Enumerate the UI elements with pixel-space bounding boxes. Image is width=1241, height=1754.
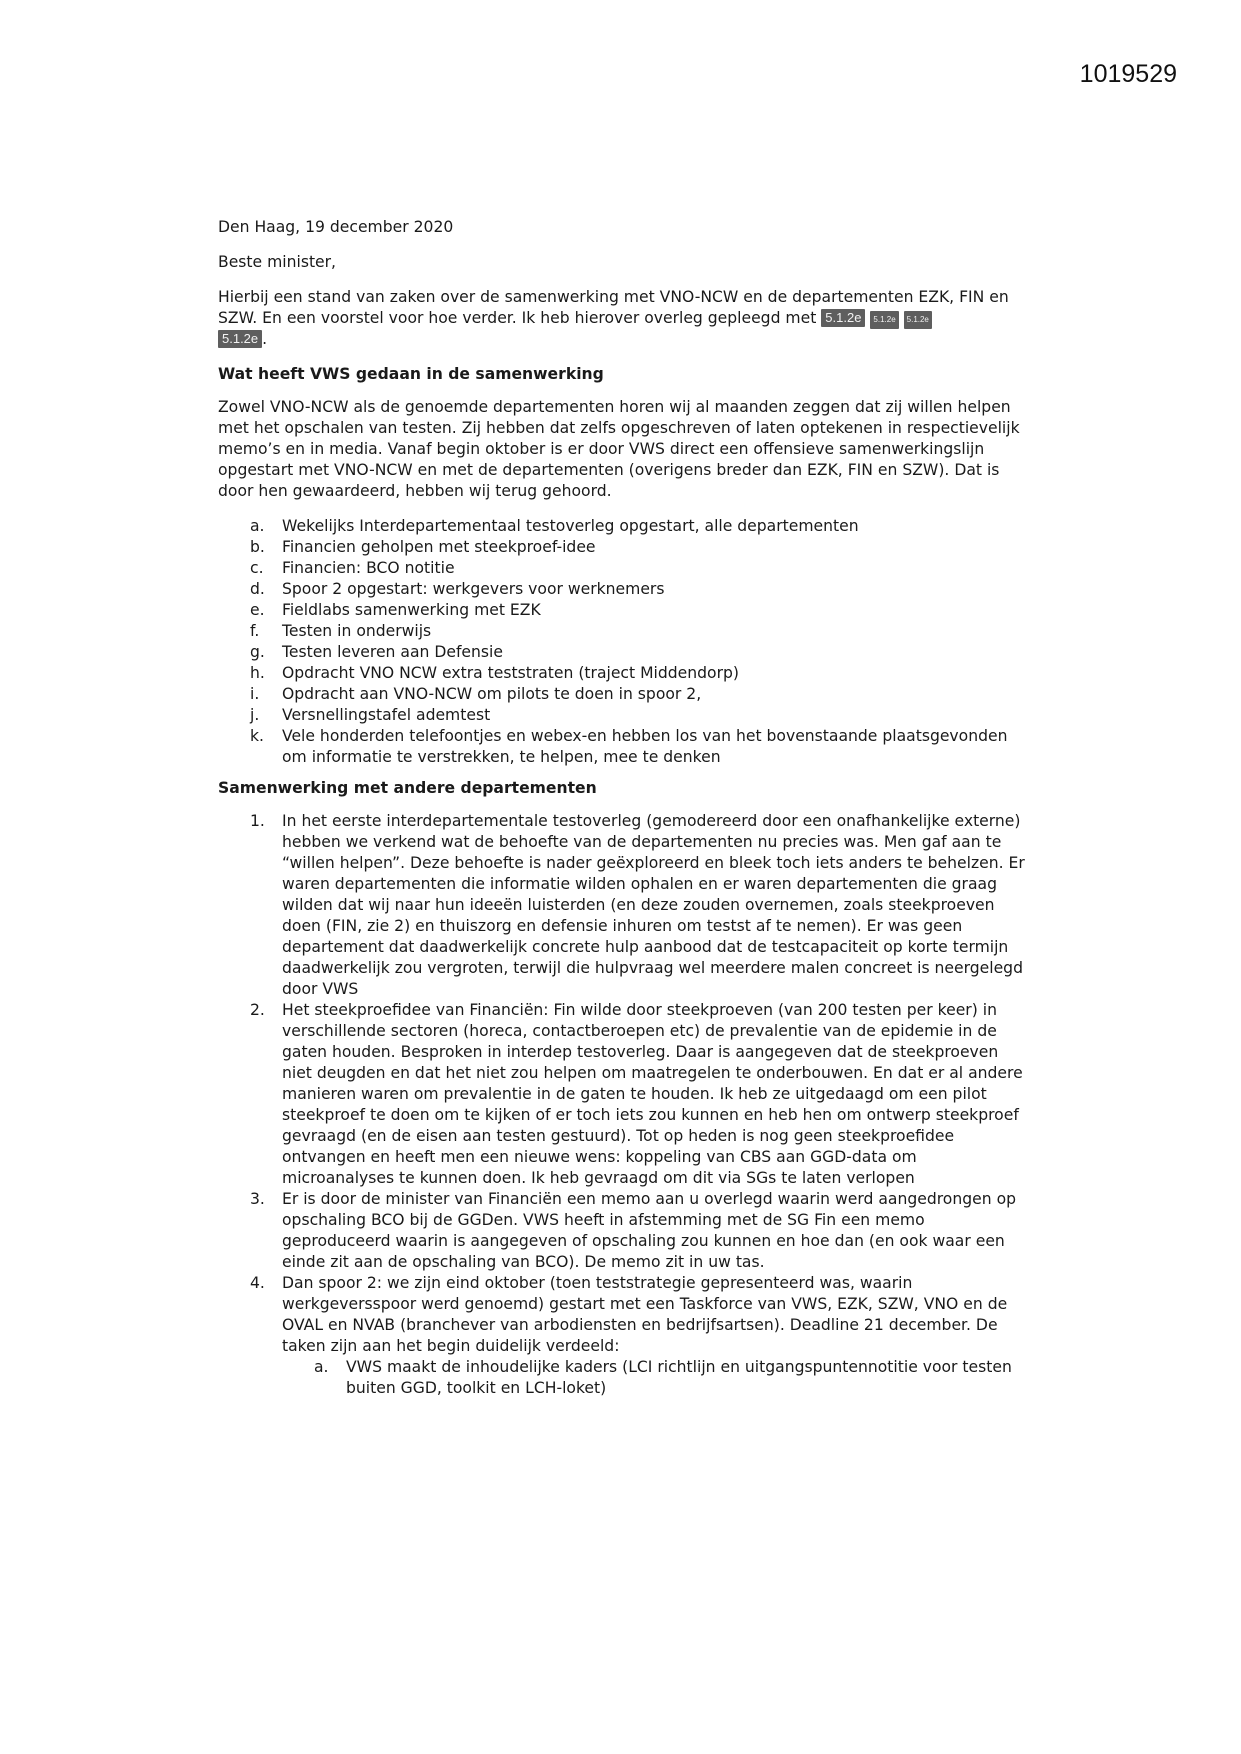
list-item-text: Fieldlabs samenwerking met EZK xyxy=(282,601,541,619)
list-item xyxy=(250,1189,1028,1273)
departments-list xyxy=(250,811,1028,1399)
list-item-text: Financien geholpen met steekproef-idee xyxy=(282,538,596,556)
list-marker: 3. xyxy=(250,1190,265,1208)
list-item-text: Opdracht VNO NCW extra teststraten (traject Middendorp) xyxy=(282,664,739,682)
list-item-text: Wekelijks Interdepartementaal testoverleg opgestart, alle departementen xyxy=(282,517,859,535)
section-heading-vws: Wat heeft VWS gedaan in de samenwerking xyxy=(218,365,604,383)
list-item-text: Spoor 2 opgestart: werkgevers voor werknemers xyxy=(282,580,665,598)
intro-paragraph xyxy=(218,287,1028,350)
list-item xyxy=(250,663,1028,684)
list-marker: c. xyxy=(250,559,264,577)
list-item xyxy=(250,537,1028,558)
redaction-mark: 5.1.2e xyxy=(821,309,865,327)
salutation: Beste minister, xyxy=(218,253,337,271)
list-item-text: Vele honderden telefoontjes en webex-en hebben los van het bovenstaande plaatsgevonden om informatie te verstrekken, te helpen, mee te denken xyxy=(282,727,1008,766)
list-marker: g. xyxy=(250,643,265,661)
list-marker: a. xyxy=(250,517,265,535)
spoor2-tasks-list xyxy=(314,1357,1028,1399)
list-marker: f. xyxy=(250,622,260,640)
list-item xyxy=(250,558,1028,579)
list-item xyxy=(250,600,1028,621)
list-item xyxy=(314,1357,1028,1399)
list-item xyxy=(250,684,1028,705)
list-marker: 4. xyxy=(250,1274,265,1292)
list-item-text: Er is door de minister van Financiën een memo aan u overlegd waarin werd aangedrongen op opschaling BCO bij de GGDen. VWS heeft in afstemming met de SG Fin een memo geproduceerd waarin is aangegeven of opschaling zou kunnen en hoe dan (en ook waar een einde zit aan de opschaling van BCO). De memo zit in uw tas. xyxy=(282,1190,1017,1271)
redaction-mark: 5.1.2e xyxy=(904,311,932,329)
list-item-text: Financien: BCO notitie xyxy=(282,559,455,577)
section-heading-departments: Samenwerking met andere departementen xyxy=(218,779,597,797)
intro-text: Hierbij een stand van zaken over de samenwerking met VNO-NCW en de departementen EZK, FIN en SZW. En een voorstel voor hoe verder. Ik heb hierover overleg gepleegd met xyxy=(218,288,1009,327)
redaction-mark: 5.1.2e xyxy=(218,330,262,348)
list-item-text: Dan spoor 2: we zijn eind oktober (toen teststrategie gepresenteerd was, waarin werkgeversspoor werd genoemd) gestart met een Taskforce van VWS, EZK, SZW, VNO en de OVAL en NVAB (branchever van arbodiensten en bedrijfsartsen). Deadline 21 december. De taken zijn aan het begin duidelijk verdeeld: xyxy=(282,1274,1008,1355)
list-item-text: VWS maakt de inhoudelijke kaders (LCI richtlijn en uitgangspuntennotitie voor testen buiten GGD, toolkit en LCH-loket) xyxy=(346,1358,1012,1397)
list-marker: d. xyxy=(250,580,265,598)
list-marker: 1. xyxy=(250,812,265,830)
list-item xyxy=(250,1273,1028,1399)
letter-body xyxy=(218,217,1028,1399)
vws-actions-list xyxy=(250,516,1028,768)
list-marker: k. xyxy=(250,727,264,745)
list-marker: i. xyxy=(250,685,260,703)
list-item xyxy=(250,1000,1028,1189)
list-item xyxy=(250,621,1028,642)
list-marker: e. xyxy=(250,601,265,619)
date-line: Den Haag, 19 december 2020 xyxy=(218,218,454,236)
list-marker: b. xyxy=(250,538,265,556)
list-marker: a. xyxy=(314,1358,329,1376)
list-marker: 2. xyxy=(250,1001,265,1019)
list-item-text: Het steekproefidee van Financiën: Fin wilde door steekproeven (van 200 testen per keer) in verschillende sectoren (horeca, contactberoepen etc) de prevalentie van de epidemie in de gaten houden. Besproken in interdep testoverleg. Daar is aangegeven dat de steekproeven niet deugden en dat het niet zou helpen om maatregelen te onderbouwen. En dat er al andere manieren waren om prevalentie in de gaten te houden. Ik heb ze uitgedaagd om een pilot steekproef te doen om te kijken of er toch iets zou kunnen en heb hen om ontwerp steekproef gevraagd (en de eisen aan testen gestuurd). Tot op heden is nog geen steekproefidee ontvangen en heeft men een nieuwe wens: koppeling van CBS aan GGD-data om microanalyses te kunnen doen. Ik heb gevraagd om dit via SGs te laten verlopen xyxy=(282,1001,1023,1187)
redaction-mark: 5.1.2e xyxy=(870,311,898,329)
list-item-text: Testen leveren aan Defensie xyxy=(282,643,503,661)
list-item xyxy=(250,642,1028,663)
list-marker: j. xyxy=(250,706,260,724)
list-item-text: In het eerste interdepartementale testoverleg (gemodereerd door een onafhankelijke externe) hebben we verkend wat de behoefte van de departementen nu precies was. Men gaf aan te “willen helpen”. Deze behoefte is nader geëxploreerd en bleek toch iets anders te behelzen. Er waren departementen die informatie wilden ophalen en er waren departementen die graag wilden dat wij naar hun ideeën luisterden (en deze zouden overnemen, zoals steekproeven doen (FIN, zie 2) en thuiszorg en defensie inhuren om testst af te nemen). Er was geen departement dat daadwerkelijk concrete hulp aanbood dat de testcapaciteit op korte termijn daadwerkelijk zou vergroten, terwijl die hulpvraag wel meerdere malen concreet is neergelegd door VWS xyxy=(282,812,1025,998)
list-item xyxy=(250,516,1028,537)
list-item xyxy=(250,811,1028,1000)
intro-end: . xyxy=(262,330,268,348)
list-item-text: Testen in onderwijs xyxy=(282,622,432,640)
list-item xyxy=(250,705,1028,726)
list-item-text: Versnellingstafel ademtest xyxy=(282,706,491,724)
list-marker: h. xyxy=(250,664,265,682)
list-item-text: Opdracht aan VNO-NCW om pilots te doen in spoor 2, xyxy=(282,685,702,703)
list-item xyxy=(250,579,1028,600)
document-number: 1019529 xyxy=(1079,60,1177,88)
section1-paragraph: Zowel VNO-NCW als de genoemde departementen horen wij al maanden zeggen dat zij willen helpen met het opschalen van testen. Zij hebben dat zelfs opgeschreven of laten optekenen in respectievelijk memo’s en in media. Vanaf begin oktober is er door VWS direct een offensieve samenwerkingslijn opgestart met VNO-NCW en met de departementen (overigens breder dan EZK, FIN en SZW). Dat is door hen gewaardeerd, hebben wij terug gehoord. xyxy=(218,398,1020,500)
list-item xyxy=(250,726,1028,768)
